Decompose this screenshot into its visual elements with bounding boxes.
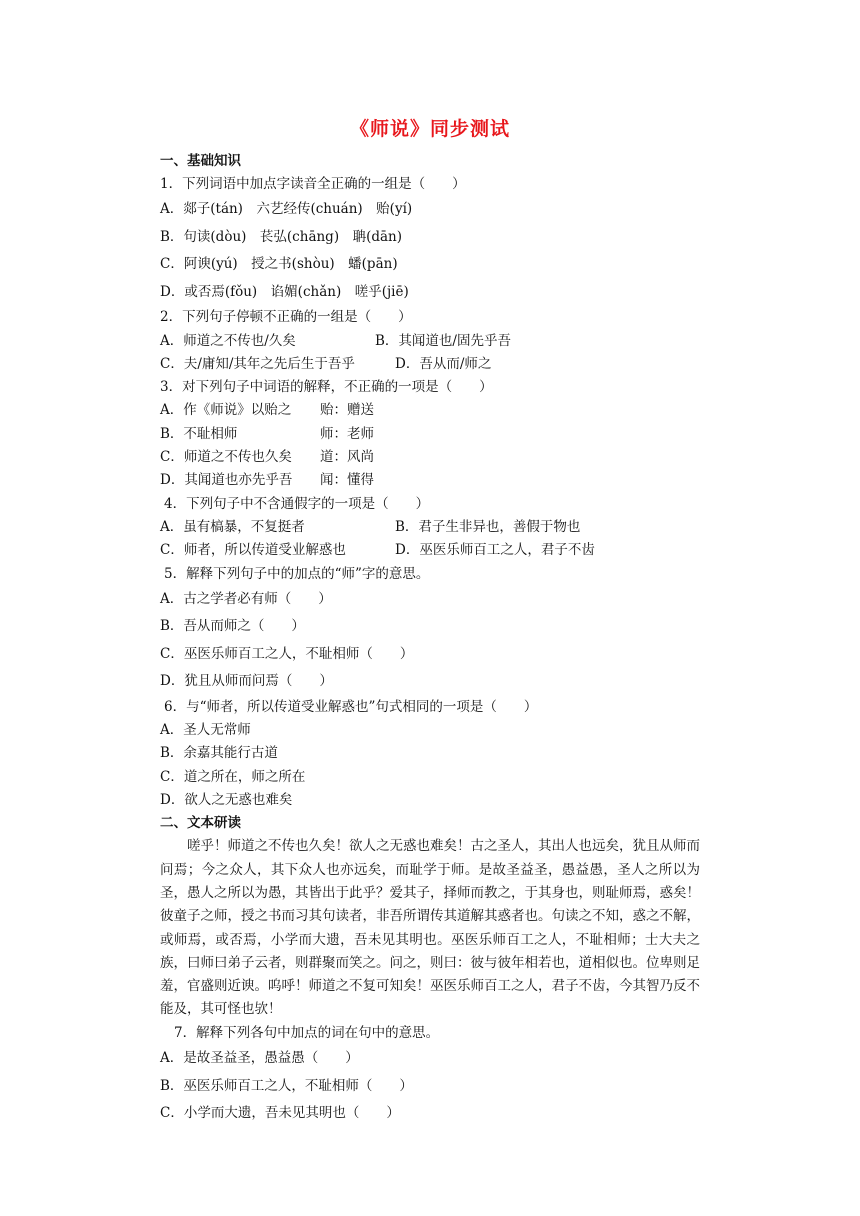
question-5-stem: 5．解释下列句子中的加点的“师”字的意思。 bbox=[164, 565, 430, 582]
question-7-option-a: A．是故圣益圣，愚益愚（ ） bbox=[160, 1050, 359, 1067]
question-3-row-b bbox=[160, 423, 700, 446]
question-2-option-d: D．吾从而/师之 bbox=[395, 355, 492, 372]
question-4-row-2 bbox=[160, 539, 700, 562]
question-2-option-c: C．夫/庸知/其年之先后生于吾乎 bbox=[160, 355, 355, 372]
question-2-row-2 bbox=[160, 353, 700, 376]
question-4-option-b: B．君子生非异也，善假于物也 bbox=[395, 518, 581, 535]
question-5-option-c: C．巫医乐师百工之人，不耻相师（ ） bbox=[160, 645, 414, 662]
question-3-sentence-c: C．师道之不传也久矣 bbox=[160, 449, 292, 466]
question-7-option-b: B．巫医乐师百工之人，不耻相师（ ） bbox=[160, 1077, 413, 1094]
question-3-sentence-a: A．作《师说》以贻之 bbox=[160, 402, 292, 419]
reading-passage: 嗟乎！师道之不传也久矣！欲人之无惑也难矣！古之圣人，其出人也远矣，犹且从师而问焉；今之众人，其下众人也亦远矣，而耻学于师。是故圣益圣，愚益愚，圣人之所以为圣，愚人之所以为愚，其皆出于此乎？爱其子，择师而教之，于其身也，则耻师焉，惑矣！彼童子之师，授之书而习其句读者，非吾所谓传其道解其惑者也。句读之不知，惑之不解，或师焉，或否焉，小学而大遗，吾未见其明也。巫医乐师百工之人，不耻相师；士大夫之族，曰师曰弟子云者，则群聚而笑之。问之，则曰：彼与彼年相若也，道相似也。位卑则足羞，官盛则近谀。呜呼！师道之不复可知矣！巫医乐师百工之人，君子不齿，今其智乃反不能及，其可怪也欤！ bbox=[160, 838, 700, 1018]
question-6-stem: 6．与“师者，所以传道受业解惑也”句式相同的一项是（ ） bbox=[164, 698, 538, 715]
section-heading-reading: 二、文本研读 bbox=[160, 815, 241, 832]
question-3-row-a bbox=[160, 399, 700, 422]
question-2-stem: 2．下列句子停顿不正确的一组是（ ） bbox=[160, 309, 412, 326]
question-3-sentence-b: B．不耻相师 bbox=[160, 425, 238, 442]
question-3-explain-b: 师：老师 bbox=[320, 425, 374, 442]
question-1-option-d: D．或否焉(fǒu) 谄媚(chǎn) 嗟乎(jiē) bbox=[160, 283, 409, 300]
question-6-option-d: D．欲人之无惑也难矣 bbox=[160, 792, 293, 809]
question-2-option-b: B．其闻道也/固先乎吾 bbox=[375, 332, 511, 349]
question-3-sentence-d: D．其闻道也亦先乎吾 bbox=[160, 472, 293, 489]
question-4-option-a: A．虽有槁暴，不复挺者 bbox=[160, 518, 305, 535]
question-7-option-c: C．小学而大遗，吾未见其明也（ ） bbox=[160, 1105, 400, 1122]
question-3-explain-c: 道：风尚 bbox=[320, 449, 374, 466]
question-4-option-c: C．师者，所以传道受业解惑也 bbox=[160, 542, 346, 559]
section-heading-basic: 一、基础知识 bbox=[160, 153, 241, 169]
question-6-option-a: A．圣人无常师 bbox=[160, 722, 251, 739]
question-2-option-a: A．师道之不传也/久矣 bbox=[160, 332, 296, 349]
question-4-row-1 bbox=[160, 516, 700, 539]
question-6-option-b: B．余嘉其能行古道 bbox=[160, 745, 278, 762]
question-4-option-d: D．巫医乐师百工之人，君子不齿 bbox=[395, 542, 595, 559]
question-1-stem: 1．下列词语中加点字读音全正确的一组是（ ） bbox=[160, 176, 466, 192]
question-4-stem: 4．下列句子中不含通假字的一项是（ ） bbox=[164, 495, 430, 512]
document-body bbox=[160, 150, 700, 1128]
question-2-row-1 bbox=[160, 330, 700, 353]
question-3-row-d bbox=[160, 469, 700, 492]
question-3-explain-a: 贻：赠送 bbox=[320, 402, 374, 419]
question-1-option-a: A．郯子(tán) 六艺经传(chuán) 贻(yí) bbox=[160, 201, 413, 218]
question-7-stem: 7．解释下列各句中加点的词在句中的意思。 bbox=[174, 1024, 440, 1041]
question-1-option-c: C．阿谀(yú) 授之书(shòu) 蟠(pān) bbox=[160, 256, 398, 273]
question-5-option-a: A．古之学者必有师（ ） bbox=[160, 590, 332, 607]
question-6-option-c: C．道之所在，师之所在 bbox=[160, 768, 306, 785]
question-1-option-b: B．句读(dòu) 苌弘(chāng) 聃(dān) bbox=[160, 228, 403, 245]
question-3-row-c bbox=[160, 446, 700, 469]
document-title: 《师说》同步测试 bbox=[349, 118, 510, 140]
question-3-explain-d: 闻：懂得 bbox=[320, 472, 374, 489]
question-5-option-b: B．吾从而师之（ ） bbox=[160, 618, 305, 635]
question-5-option-d: D．犹且从师而问焉（ ） bbox=[160, 673, 333, 690]
question-3-stem: 3．对下列句子中词语的解释，不正确的一项是（ ） bbox=[160, 379, 493, 396]
